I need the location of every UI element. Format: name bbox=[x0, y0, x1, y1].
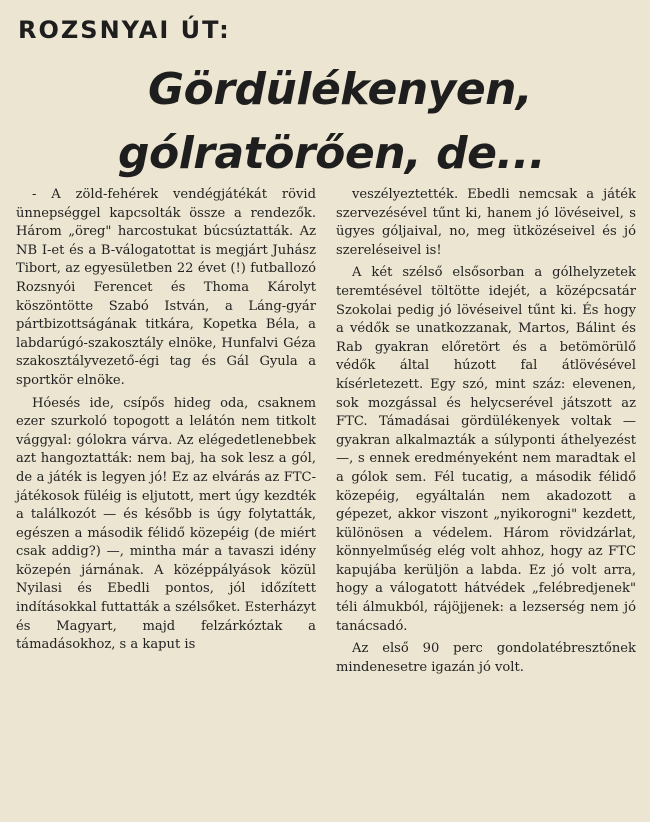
paragraph: A két szélső elsősorban a gólhelyzetek teremtésével töltötte idejét, a középcsatár Szokolai pedig jó lövéseivel tűnt ki. És hogy a védők se unatkozzanak, Martos, Bálint és Rab gyakran előretört és a betömörülő védők által húzott fal átlövésével kísérletezett. Egy szó, mint száz: elevenen, sok mozgással és helycserével játszott az FTC. Támadásai gördülékenyek voltak — gyakran alkalmazták a súlyponti áthelyezést —, s ennek eredményeként nem maradtak el a gólok sem. Fél tucatig, a második félidő közepéig, egyáltalán nem akadozott a gépezet, akkor viszont „nyikorogni" kezdett, különösen a védelem. Három rövidzárlat, könnyelműség elég volt ahhoz, hogy az FTC kapujába kerüljön a labda. Ez jó volt arra, hogy a válogatott hátvédek „felébredjenek" téli álmukból, rájöjjenek: a lezserség nem jó tanácsadó. bbox=[336, 265, 636, 634]
paragraph: veszélyeztették. Ebedli nemcsak a játék szervezésével tűnt ki, hanem jó lövéseivel, s ügyes góljaival, no, meg ütközéseivel és jó szereléseivel is! bbox=[336, 187, 636, 258]
paragraph: Hóesés ide, csípős hideg oda, csaknem ezer szurkoló topogott a lelátón nem titkolt vággyal: gólokra várva. Az elégedetlenebbek azt hangoztatták: nem baj, ha sok lesz a gól, de a játék is legyen jó! Ez az elvárás az FTC-játékosok füléig is eljutott, mert úgy kezdték a találkozót — és később is úgy folytatták, egészen a második félidő közepéig (de miért csak addig?) —, mintha már a tavaszi idény közepén járnának. A középpályások közül Nyilasi és Ebedli pontos, jól időzített indításokkal futtatták a szélsőket. Esterházyt és Magyart, majd felzárkóztak a támadásokhoz, s a kaput is bbox=[16, 395, 316, 653]
paragraph: - A zöld-fehérek vendégjátékát rövid ünnepséggel kapcsolták össze a rendezők. Három „öreg" harcostukat búcsúztatták. Az NB I-et és a B-válogatottat is megjárt Juhász Tibort, az egyesületben 22 évet (!) futballozó Rozsnyói Ferencet és Thoma Károlyt köszöntötte Szabó István, a Láng-gyár pártbizottságának titkára, Kopetka Béla, a labdarúgó-szakosztály elnöke, Hunfalvi Géza szakosztályvezető-égi tag és Gál Gyula a sportkör elnöke. bbox=[16, 187, 316, 388]
article-column-right bbox=[336, 186, 636, 677]
section-kicker: ROZSNYAI ÚT: bbox=[18, 16, 231, 44]
headline-line-2: gólratörően, de... bbox=[118, 128, 546, 179]
paragraph: Az első 90 perc gondolatébresztőnek mindenesetre igazán jó volt. bbox=[336, 641, 636, 675]
article-column-left bbox=[16, 186, 316, 655]
headline-line-1: Gördülékenyen, bbox=[148, 64, 533, 115]
